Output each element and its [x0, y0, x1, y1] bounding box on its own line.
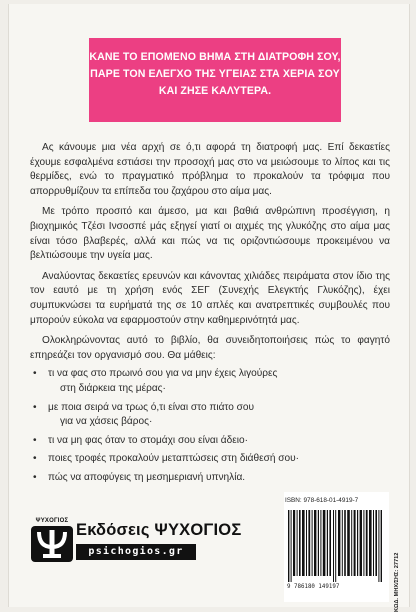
logo-mark-label: ΨΥΧΟΓΙΟΣ	[35, 518, 69, 524]
bullet-icon: •	[33, 368, 37, 380]
list-item	[30, 401, 390, 430]
list-item-line: πώς να αποφύγεις τη μεσημεριανή υπνηλία.	[48, 471, 246, 483]
bullet-icon: •	[33, 471, 37, 483]
isbn-text: ISBN: 978-618-01-4919-7	[285, 497, 359, 504]
barcode-icon	[288, 510, 382, 582]
product-code	[394, 552, 404, 612]
list-item-line: τι να μη φας όταν το στομάχι σου είναι άδειο·	[48, 434, 248, 446]
list-item-line: με ποια σειρά να τρως ό,τι είναι στο πιάτο σου	[48, 401, 255, 413]
list-item-line: ποιες τροφές προκαλούν μεταπτώσεις στη διάθεσή σου·	[48, 453, 300, 465]
headline-line-3: ΚΑΙ ΖΗΣΕ ΚΑΛΥΤΕΡΑ.	[158, 85, 272, 97]
list-item-line: στη διάρκεια της μέρας·	[60, 382, 166, 394]
product-code-text: ΚΩΔ. ΜΗΧ/ΣΗΣ: 27712	[394, 552, 400, 612]
paragraph-2: Με τρόπο προσιτό και άμεσο, μα και βαθιά ανθρώπινη προσέγγιση, η βιοχημικός Τζέσι Ινσοσπέ μάς εξηγεί γιατί οι αιχμές της γλυκόζης στο αίμα μας είναι τόσο βλαβερές, αλλά και πώς να τις οριζοντιώσουμε προκειμένου να βελτιώσουμε την υγεία μας.	[30, 206, 390, 262]
back-cover	[8, 4, 410, 612]
paragraph-1: Ας κάνουμε μια νέα αρχή σε ό,τι αφορά τη διατροφή μας. Επί δεκαετίες έχουμε εσφαλμένα εστιάσει την προσοχή μας στο να μειώσουμε το λίπος και τις θερμίδες, ενώ το πραγματικό πρόβλημα το προκαλούν τα τρόφιμα που απορρυθμίζουν τα επίπεδα του ζαχάρου στο αίμα μας.	[30, 142, 390, 197]
publisher-url: psichogios.gr	[76, 544, 196, 560]
learning-list	[30, 367, 390, 485]
headline-line-2: ΠΑΡΕ ΤΟΝ ΕΛΕΓΧΟ ΤΗΣ ΥΓΕΙΑΣ ΣΤΑ ΧΕΡΙΑ ΣΟΥ	[90, 68, 340, 80]
headline-banner	[89, 38, 341, 122]
list-item	[30, 452, 390, 467]
headline-line-1: ΚΑΝΕ ΤΟ ΕΠΟΜΕΝΟ ΒΗΜΑ ΣΤΗ ΔΙΑΤΡΟΦΗ ΣΟΥ,	[89, 51, 341, 63]
list-item-line: τι να φας στο πρωινό σου για να μην έχεις λιγούρες	[48, 368, 278, 380]
list-item	[30, 471, 390, 486]
barcode-area	[284, 492, 389, 602]
publisher-name: Εκδόσεις ΨΥΧΟΓΙΟΣ	[76, 521, 242, 539]
publisher-logo	[30, 517, 242, 567]
paragraph-4: Ολοκληρώνοντας αυτό το βιβλίο, θα συνειδητοποιήσεις πώς το φαγητό επηρεάζει τον οργανισμό σου. Θα μάθεις:	[30, 335, 390, 361]
bullet-icon: •	[33, 453, 37, 465]
list-item	[30, 434, 390, 449]
paragraph-3: Αναλύοντας δεκαετίες ερευνών και κάνοντας χιλιάδες πειράματα στον ίδιο της τον εαυτό με τη χρήση ενός ΣΕΓ (Συνεχής Ελεγκτής Γλυκόζης), έχει συμπυκνώσει τα ευρήματά της σε 10 απλές και ανατρεπτικές συμβουλές που μπορούν εύκολα να εφαρμοστούν στην καθημερινότητά μας.	[30, 270, 390, 326]
list-item-line: για να χάσεις βάρος·	[60, 416, 153, 428]
barcode-digits: 9 786180 149197	[287, 584, 340, 590]
bullet-icon: •	[33, 434, 37, 446]
psi-logo-icon	[30, 517, 74, 565]
list-item	[30, 367, 390, 396]
psi-symbol-icon	[30, 525, 74, 563]
bullet-icon: •	[33, 401, 37, 413]
blurb	[30, 141, 390, 489]
